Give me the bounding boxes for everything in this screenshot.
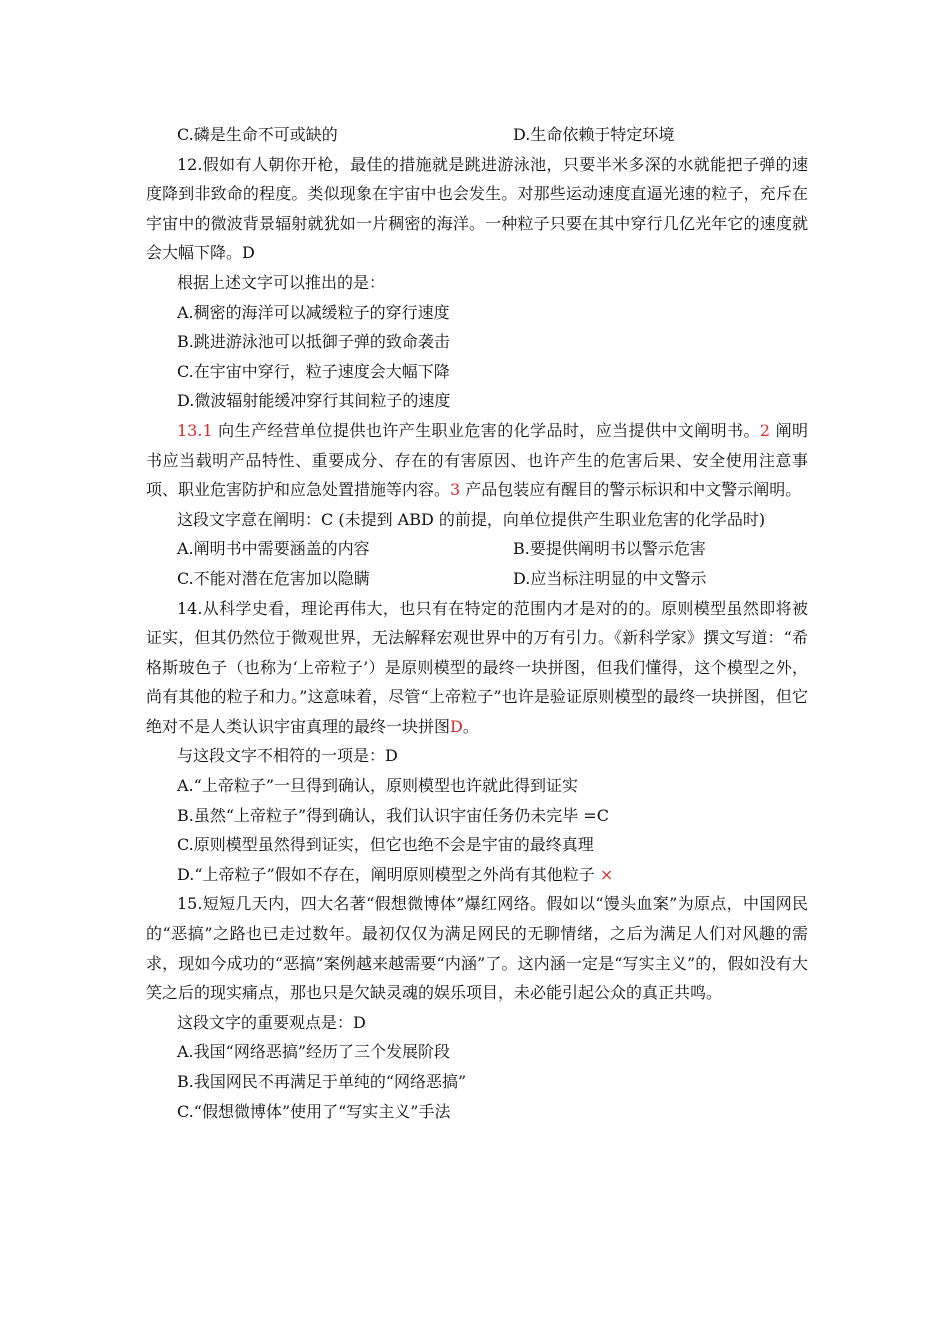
q14-option-a: A.“上帝粒子”一旦得到确认，原则模型也许就此得到证实: [177, 776, 579, 796]
q13-part-1: 向生产经营单位提供也许产生职业危害的化学品时，应当提供中文阐明书。: [212, 420, 760, 440]
q13-options-row-1: [146, 534, 808, 564]
q13-options-row-2: [146, 564, 808, 594]
q14-option-d-text: D.“上帝粒子”假如不存在，阐明原则模型之外尚有其他粒子: [177, 864, 595, 884]
q14-option-b: B.虽然“上帝粒子”得到确认，我们认识宇宙任务仍未完毕 =C: [177, 805, 609, 825]
q13-option-b: B.要提供阐明书以警示危害: [513, 539, 706, 559]
q11-option-d: D.生命依赖于特定环境: [513, 125, 675, 144]
q14-option-d: [146, 860, 808, 890]
q14-end: 。: [462, 716, 479, 736]
q14-prompt: 与这段文字不相符的一项是：D: [177, 746, 398, 766]
q15-prompt: 这段文字的重要观点是：D: [177, 1012, 366, 1032]
q14-option-c: C.原则模型虽然得到证实，但它也绝不会是宇宙的最终真理: [177, 835, 594, 855]
q12-option-c: C.在宇宙中穿行，粒子速度会大幅下降: [177, 361, 450, 381]
q15-option-a: A.我国“网络恶搞”经历了三个发展阶段: [177, 1042, 451, 1062]
q14-answer-mark: D: [450, 716, 463, 736]
q12-option-d: D.微波辐射能缓冲穿行其间粒子的速度: [177, 391, 451, 411]
q12-text: 12.假如有人朝你开枪，最佳的措施就是跳进游泳池，只要半米多深的水就能把子弹的速度降到非致命的程度。类似现象在宇宙中也会发生。对那些运动速度直逼光速的粒子，充斥在宇宙中的微波背景辐射就犹如一片稠密的海洋。一种粒子只要在其中穿行几亿光年它的速度就会大幅下降。D: [146, 154, 808, 263]
q12-option-b: B.跳进游泳池可以抵御子弹的致命袭击: [177, 332, 450, 352]
q13-option-a: A.阐明书中需要涵盖的内容: [177, 539, 370, 559]
q12-prompt: 根据上述文字可以推出的是：: [177, 272, 386, 292]
q13-part-2: 阐明书应当载明产品特性、重要成分、存在的有害原因、也许产生的危害后果、安全使用注意事项、职业危害防护和应急处置措施等内容。: [146, 420, 808, 500]
q13-text: [146, 416, 808, 505]
q14-body: 14.从科学史看，理论再伟大，也只有在特定的范围内才是对的的。原则模型虽然即将被证实，但其仍然位于微观世界，无法解释宏观世界中的万有引力。《新科学家》撰文写道：“希格斯玻色子（也称为‘上帝粒子’）是原则模型的最终一块拼图，但我们懂得，这个模型之外，尚有其他的粒子和力。”这意味着，尽管“上帝粒子”也许是验证原则模型的最终一块拼图，但它绝对不是人类认识宇宙真理的最终一块拼图: [146, 598, 808, 736]
q15-text: 15.短短几天内，四大名著“假想微博体”爆红网络。假如以“馒头血案”为原点，中国网民的“恶搞”之路也已走过数年。最初仅仅为满足网民的无聊情绪，之后为满足人们对风趣的需求，现如今成功的“恶搞”案例越来越需要“内涵”了。这内涵一定是“写实主义”的，假如没有大笑之后的现实痛点，那也只是欠缺灵魂的娱乐项目，未必能引起公众的真正共鸣。: [146, 894, 808, 1003]
q13-part-3: 产品包装应有醒目的警示标识和中文警示阐明。: [460, 480, 802, 500]
q13-prompt: 这段文字意在阐明：C (未提到 ABD 的前提，向单位提供产生职业危害的化学品时): [177, 509, 766, 529]
q13-mark-2: 2: [759, 420, 771, 440]
document-body: [146, 120, 808, 1126]
q11-options-row: [146, 120, 808, 150]
q12-option-a: A.稠密的海洋可以减缓粒子的穿行速度: [177, 302, 450, 322]
q13-mark-3: 3: [450, 480, 461, 500]
q13-option-c: C.不能对潜在危害加以隐瞒: [177, 568, 370, 588]
q14-text: [146, 594, 808, 742]
q15-option-c: C.“假想微博体”使用了“写实主义”手法: [177, 1101, 451, 1121]
q13-mark-1: 13.1: [177, 420, 213, 440]
q11-option-c: C.磷是生命不可或缺的: [177, 125, 338, 144]
q13-option-d: D.应当标注明显的中文警示: [513, 568, 707, 588]
q15-option-b: B.我国网民不再满足于单纯的“网络恶搞”: [177, 1072, 467, 1091]
cross-mark-icon: ×: [599, 864, 614, 884]
